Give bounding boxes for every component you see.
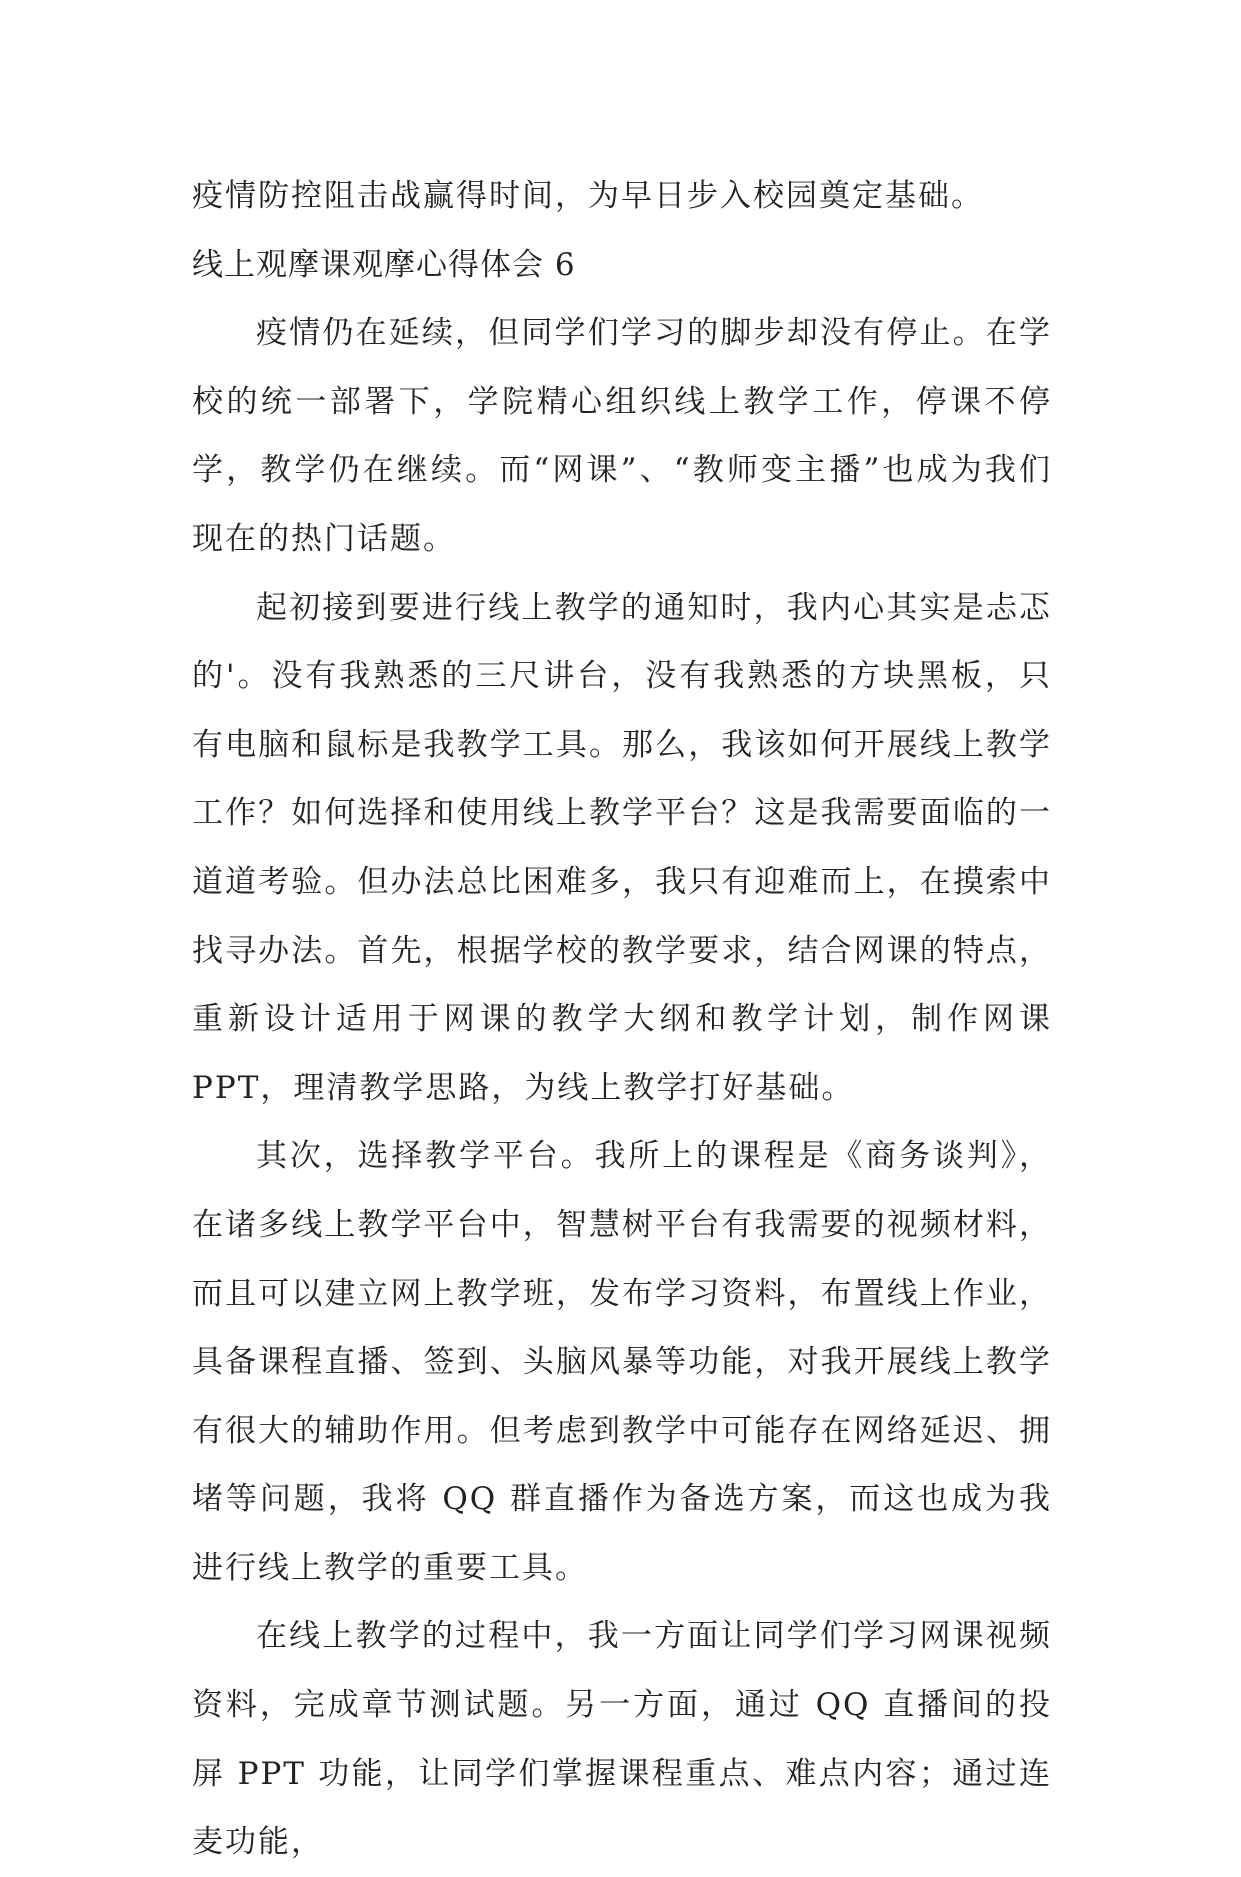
section-heading: 线上观摩课观摩心得体会 6 <box>192 246 576 283</box>
paragraph-1: 疫情仍在延续，但同学们学习的脚步却没有停止。在学校的统一部署下，学院精心组织线上教学工作，停课不停学，教学仍在继续。而“网课”、“教师变主播”也成为我们现在的热门话题。 <box>192 315 1052 557</box>
document-body <box>192 162 1052 1877</box>
paragraph-3: 其次，选择教学平台。我所上的课程是《商务谈判》，在诸多线上教学平台中，智慧树平台有我需要的视频材料，而且可以建立网上教学班，发布学习资料，布置线上作业，具备课程直播、签到、头脑风暴等功能，对我开展线上教学有很大的辅助作用。但考虑到教学中可能存在网络延迟、拥堵等问题，我将 QQ 群直播作为备选方案，而这也成为我进行线上教学的重要工具。 <box>192 1138 1052 1586</box>
paragraph-4: 在线上教学的过程中，我一方面让同学们学习网课视频资料，完成章节测试题。另一方面，通过 QQ 直播间的投屏 PPT 功能，让同学们掌握课程重点、难点内容；通过连麦功能， <box>192 1618 1052 1861</box>
paragraph-2: 起初接到要进行线上教学的通知时，我内心其实是忐忑的'。没有我熟悉的三尺讲台，没有我熟悉的方块黑板，只有电脑和鼠标是我教学工具。那么，我该如何开展线上教学工作？如何选择和使用线上教学平台？这是我需要面临的一道道考验。但办法总比困难多，我只有迎难而上，在摸索中找寻办法。首先，根据学校的教学要求，结合网课的特点，重新设计适用于网课的教学大纲和教学计划，制作网课 PPT，理清教学思路，为线上教学打好基础。 <box>192 589 1052 1106</box>
paragraph-closing-line: 疫情防控阻击战赢得时间，为早日步入校园奠定基础。 <box>192 178 984 214</box>
